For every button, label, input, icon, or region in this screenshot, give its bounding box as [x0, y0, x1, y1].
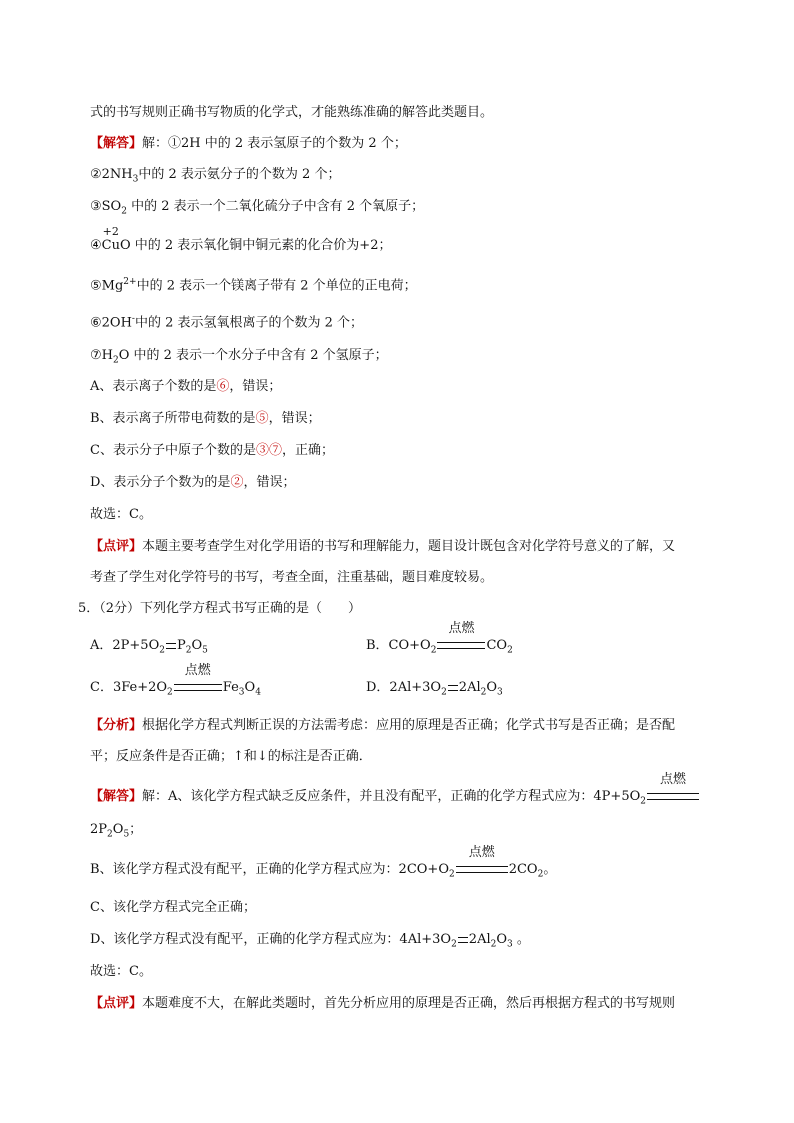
q4-comment-1: 【点评】本题主要考查学生对化学用语的书写和理解能力，题目设计既包含对化学符号意义的了解，又 — [90, 539, 676, 554]
equals-sign — [458, 937, 468, 943]
q4-option-c: C、表示分子中原子个数的是③⑦，正确； — [90, 443, 334, 458]
q5-answer-c: C、该化学方程式完全正确； — [90, 900, 256, 915]
q4-item-3: $③SO_2$ 中的 2 表示一个二氧化硫分子中含有 2 个氧原子； — [90, 199, 425, 217]
reaction-condition: 点燃 — [437, 636, 485, 656]
q5-stem: 5．（2分）下列化学方程式书写正确的是（ ） — [78, 601, 362, 616]
q4-answer-head: 【解答】解：①2H 中的 2 表示氢原子的个数为 2 个； — [90, 136, 407, 151]
comment-tag: 【点评】 — [90, 996, 143, 1011]
equals-sign — [166, 643, 176, 649]
q4-option-d: D、表示分子个数为的是②，错误； — [90, 475, 296, 490]
q4-option-a: A、表示离子个数的是⑥，错误； — [90, 379, 282, 394]
valence-notation: +2 CuO — [101, 225, 131, 253]
q5-answer-a: 【解答】解：A、该化学方程式缺乏反应条件，并且没有配平，正确的化学方程式应为：$4P+5O_2$ 点燃 — [90, 787, 700, 812]
q5-option-d: D．$2Al+3O_2$ $2Al_2O_3$ — [366, 680, 503, 698]
comment-tag: 【点评】 — [90, 539, 143, 554]
analysis-tag: 【分析】 — [90, 718, 143, 733]
reaction-condition: 点燃 — [647, 787, 699, 807]
q5-analysis-1: 【分析】根据化学方程式判断正误的方法需考虑：应用的原理是否正确；化学式书写是否正确；是否配 — [90, 718, 676, 733]
q4-comment-2: 考查了学生对化学符号的书写，考查全面，注重基础，题目难度较易。 — [90, 570, 494, 585]
q5-comment-1: 【点评】本题难度不大，在解此类题时，首先分析应用的原理是否正确，然后再根据方程式的书写规则 — [90, 996, 676, 1011]
q5-choice: 故选：C。 — [90, 964, 152, 979]
q5-answer-b: B、该化学方程式没有配平，正确的化学方程式应为：$2CO+O_2$ 点燃 $2CO_2$。 — [90, 845, 557, 880]
equals-sign — [448, 685, 458, 691]
q4-item-4: ④ +2 CuO 中的 2 表示氧化铜中铜元素的化合价为+2； — [90, 236, 391, 256]
reaction-condition: 点燃 — [456, 860, 508, 880]
q5-option-a: A．$2P+5O_2$ $P_2O_5$ — [90, 638, 208, 656]
q5-answer-d: D、该化学方程式没有配平，正确的化学方程式应为：$4Al+3O_2$ $2Al_2O_3$ 。 — [90, 932, 530, 950]
q4-item-7: $⑦H_2O$ 中的 2 表示一个水分子中含有 2 个氢原子； — [90, 348, 388, 366]
q5-option-c: C．$3Fe+2O_2$ 点燃 $Fe_3O_4$ — [90, 663, 261, 698]
q5-option-b: B．$CO+O_2$ 点燃 $CO_2$ — [366, 621, 513, 656]
q4-item-2: $②2NH_3$中的 2 表示氨分子的个数为 2 个； — [90, 167, 341, 185]
answer-tag: 【解答】 — [90, 789, 143, 804]
answer-tag: 【解答】 — [90, 136, 143, 151]
intro-text: 式的书写规则正确书写物质的化学式，才能熟练准确的解答此类题目。 — [90, 105, 494, 120]
q5-analysis-2: 平；反应条件是否正确；↑和↓的标注是否正确． — [90, 749, 372, 764]
q4-choice: 故选：C。 — [90, 507, 152, 522]
reaction-condition: 点燃 — [174, 678, 222, 698]
q4-item-5: $⑤Mg^{2+}$中的 2 表示一个镁离子带有 2 个单位的正电荷； — [90, 277, 417, 294]
q5-answer-a-cont: $2P_2O_5$； — [90, 822, 143, 840]
q4-option-b: B、表示离子所带电荷数的是⑤，错误； — [90, 411, 321, 426]
q4-item-6: ⑥2OH-中的 2 表示氢氧根离子的个数为 2 个； — [90, 314, 364, 331]
